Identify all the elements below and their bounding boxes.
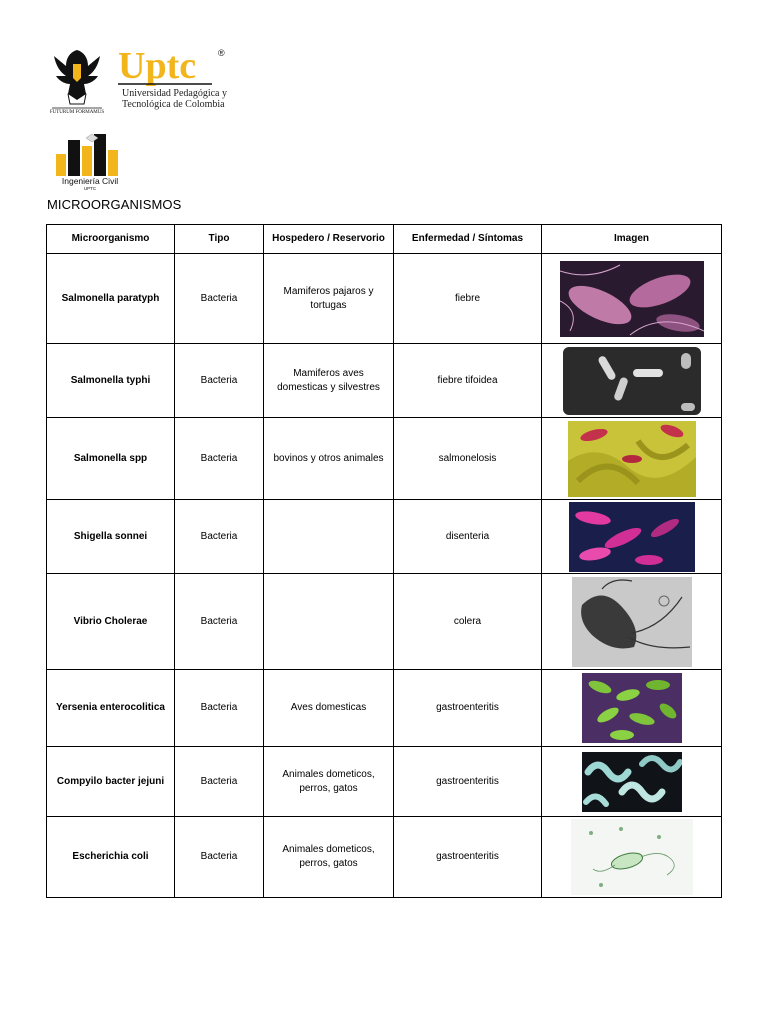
type-cell: Bacteria (175, 418, 264, 500)
microorganism-name: Escherichia coli (47, 817, 175, 898)
column-header-microorganismo: Microorganismo (47, 225, 175, 254)
disease-cell: disenteria (394, 500, 542, 574)
salmonella-paratyphi-micrograph-icon (560, 261, 704, 337)
column-header-hospedero: Hospedero / Reservorio (264, 225, 394, 254)
table-row (47, 747, 722, 817)
host-cell: Mamiferos aves domesticas y silvestres (264, 344, 394, 418)
column-header-tipo: Tipo (175, 225, 264, 254)
e-coli-illustration-icon (571, 819, 693, 895)
disease-cell: gastroenteritis (394, 817, 542, 898)
uptc-logo (116, 42, 236, 86)
type-cell: Bacteria (175, 747, 264, 817)
disease-cell: fiebre (394, 254, 542, 344)
yersinia-micrograph-icon (582, 673, 682, 743)
salmonella-spp-micrograph-icon (568, 421, 696, 497)
table-row (47, 670, 722, 747)
type-cell: Bacteria (175, 500, 264, 574)
university-crest-icon (48, 42, 106, 114)
disease-cell: salmonelosis (394, 418, 542, 500)
ingenieria-civil-logo (50, 124, 130, 190)
microorganism-name: Salmonella paratyph (47, 254, 175, 344)
university-name-line1: Universidad Pedagógica y (122, 88, 227, 99)
microorganism-name: Shigella sonnei (47, 500, 175, 574)
vibrio-cholerae-micrograph-icon (572, 577, 692, 667)
host-cell: Animales dometicos, perros, gatos (264, 817, 394, 898)
table-header-row (47, 225, 722, 254)
table-row (47, 500, 722, 574)
type-cell: Bacteria (175, 670, 264, 747)
university-name (122, 88, 227, 110)
microorganism-name: Yersenia enterocolitica (47, 670, 175, 747)
host-cell (264, 500, 394, 574)
microorganisms-table (46, 224, 722, 898)
table-row (47, 254, 722, 344)
microorganism-name: Vibrio Cholerae (47, 574, 175, 670)
table-row (47, 418, 722, 500)
disease-cell: gastroenteritis (394, 670, 542, 747)
table-row (47, 574, 722, 670)
svg-text:UPTC: UPTC (83, 186, 97, 190)
host-cell (264, 574, 394, 670)
table-row (47, 817, 722, 898)
host-cell: Mamiferos pajaros y tortugas (264, 254, 394, 344)
column-header-enfermedad: Enfermedad / Síntomas (394, 225, 542, 254)
salmonella-typhi-micrograph-icon (563, 347, 701, 415)
shigella-sonnei-micrograph-icon (569, 502, 695, 572)
type-cell: Bacteria (175, 344, 264, 418)
host-cell: Animales dometicos, perros, gatos (264, 747, 394, 817)
section-title: MICROORGANISMOS (47, 197, 182, 212)
table-row (47, 344, 722, 418)
campylobacter-micrograph-icon (582, 752, 682, 812)
disease-cell: colera (394, 574, 542, 670)
microorganism-name: Salmonella spp (47, 418, 175, 500)
svg-text:FUTURUM FORMAMUS: FUTURUM FORMAMUS (49, 110, 105, 114)
svg-text:Uptc: Uptc (118, 45, 197, 86)
microorganism-name: Salmonella typhi (47, 344, 175, 418)
type-cell: Bacteria (175, 254, 264, 344)
type-cell: Bacteria (175, 574, 264, 670)
type-cell: Bacteria (175, 817, 264, 898)
svg-text:®: ® (218, 48, 225, 58)
university-name-line2: Tecnológica de Colombia (122, 99, 225, 110)
host-cell: bovinos y otros animales (264, 418, 394, 500)
column-header-imagen: Imagen (542, 225, 722, 254)
svg-text:Ingeniería Civil: Ingeniería Civil (61, 176, 119, 186)
disease-cell: fiebre tifoidea (394, 344, 542, 418)
microorganism-name: Compyilo bacter jejuni (47, 747, 175, 817)
disease-cell: gastroenteritis (394, 747, 542, 817)
host-cell: Aves domesticas (264, 670, 394, 747)
